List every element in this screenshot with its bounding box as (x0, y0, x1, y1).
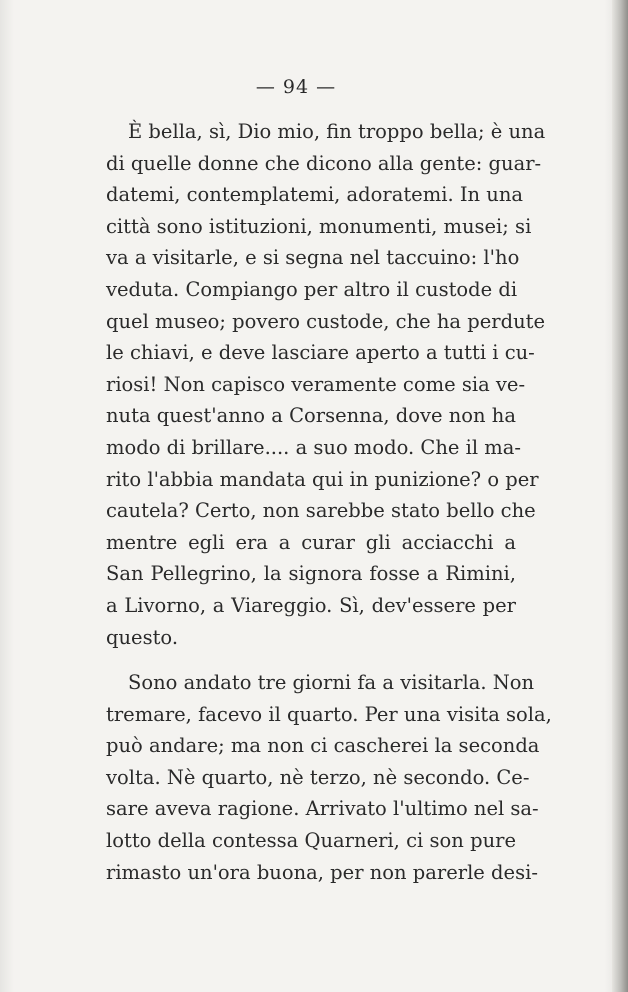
page-number: — 94 — (255, 76, 337, 98)
paragraph-gap (106, 653, 516, 667)
text-line: veduta. Compiango per altro il custode di (106, 277, 518, 301)
text-line: volta. Nè quarto, nè terzo, nè secondo. Ce- (106, 765, 530, 789)
text-line: questo. (106, 625, 179, 649)
text-line: modo di brillare.... a suo modo. Che il ma- (106, 435, 521, 459)
text-line: può andare; ma non ci cascherei la seconda (106, 734, 540, 758)
text-line: San Pellegrino, la signora fosse a Rimini, (106, 562, 516, 586)
text-line: quel museo; povero custode, che ha perdute (106, 309, 546, 333)
text-line: va a visitarle, e si segna nel taccuino: l'ho (106, 246, 520, 270)
paragraph-2 (106, 667, 552, 888)
text-line: sare aveva ragione. Arrivato l'ultimo nel sa- (106, 797, 539, 821)
text-line: datemi, contemplatemi, adoratemi. In una (106, 183, 524, 207)
text-line: riosi! Non capisco veramente come sia ve- (106, 372, 526, 396)
text-line: a Livorno, a Viareggio. Sì, dev'essere per (106, 593, 516, 617)
text-line: città sono istituzioni, monumenti, musei; si (106, 214, 532, 238)
text-line: mentre egli era a curar gli acciacchi a (106, 530, 516, 554)
text-line: lotto della contessa Quarneri, ci son pure (106, 829, 516, 853)
paragraph-1 (106, 116, 546, 653)
text-line: cautela? Certo, non sarebbe stato bello che (106, 499, 536, 523)
text-line: È bella, sì, Dio mio, fin troppo bella; è una (128, 120, 546, 143)
body-text (106, 116, 552, 888)
page-edge-shadow (612, 0, 628, 992)
text-line: le chiavi, e deve lasciare aperto a tutti i cu- (106, 341, 535, 365)
text-line: Sono andato tre giorni fa a visitarla. Non (128, 671, 535, 695)
text-line: rimasto un'ora buona, per non parerle desi- (106, 860, 538, 884)
text-line: di quelle donne che dicono alla gente: guar- (106, 151, 542, 175)
text-line: tremare, facevo il quarto. Per una visita sola, (106, 702, 552, 726)
text-line: rito l'abbia mandata qui in punizione? o per (106, 467, 539, 491)
text-line: nuta quest'anno a Corsenna, dove non ha (106, 404, 516, 428)
